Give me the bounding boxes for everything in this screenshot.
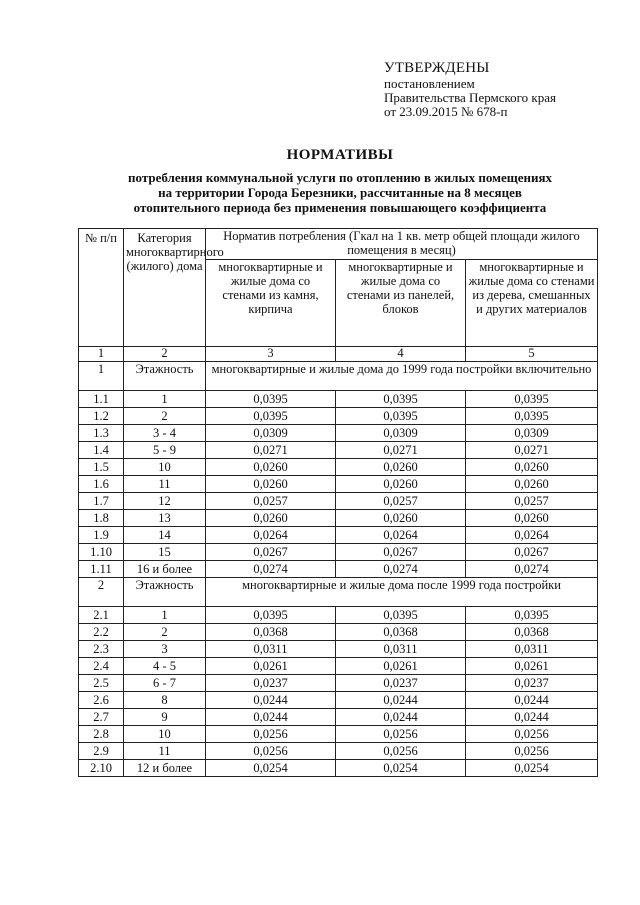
row-category: 12 (124, 493, 206, 510)
row-number: 1.2 (79, 408, 124, 425)
header-category: Категория многоквартирного (жилого) дома (124, 229, 206, 347)
value-stone-brick: 0,0237 (206, 675, 336, 692)
table-row (79, 527, 598, 544)
value-stone-brick: 0,0260 (206, 459, 336, 476)
table-row (79, 675, 598, 692)
header-norm: Норматив потребления (Гкал на 1 кв. метр общей площади жилого помещения в месяц) (206, 229, 598, 260)
section-number: 1 (79, 362, 124, 391)
value-stone-brick: 0,0395 (206, 607, 336, 624)
row-number: 2.9 (79, 743, 124, 760)
table-row (79, 760, 598, 777)
value-panel-block: 0,0395 (336, 408, 466, 425)
row-category: 10 (124, 726, 206, 743)
table-row (79, 493, 598, 510)
value-stone-brick: 0,0260 (206, 476, 336, 493)
table-row (79, 425, 598, 442)
table-row (79, 607, 598, 624)
document-title-block (60, 146, 620, 215)
value-panel-block: 0,0260 (336, 476, 466, 493)
value-wood-mixed: 0,0395 (466, 391, 598, 408)
document-subtitle (60, 170, 620, 215)
row-category: 13 (124, 510, 206, 527)
header-panel-block: многоквартирные и жилые дома со стенами из панелей, блоков (336, 260, 466, 347)
approval-stamp (384, 60, 556, 119)
value-stone-brick: 0,0244 (206, 692, 336, 709)
approval-line: Правительства Пермского края (384, 90, 556, 105)
value-panel-block: 0,0260 (336, 459, 466, 476)
value-stone-brick: 0,0261 (206, 658, 336, 675)
row-category: 14 (124, 527, 206, 544)
value-wood-mixed: 0,0368 (466, 624, 598, 641)
table-row (79, 459, 598, 476)
row-category: 5 - 9 (124, 442, 206, 459)
row-number: 1.5 (79, 459, 124, 476)
value-wood-mixed: 0,0256 (466, 743, 598, 760)
table-row (79, 624, 598, 641)
row-category: 8 (124, 692, 206, 709)
value-stone-brick: 0,0257 (206, 493, 336, 510)
row-number: 1.10 (79, 544, 124, 561)
value-stone-brick: 0,0395 (206, 408, 336, 425)
table-row (79, 709, 598, 726)
table-row (79, 544, 598, 561)
table-header-row (79, 229, 598, 260)
value-stone-brick: 0,0368 (206, 624, 336, 641)
value-panel-block: 0,0309 (336, 425, 466, 442)
value-stone-brick: 0,0244 (206, 709, 336, 726)
table-row (79, 641, 598, 658)
row-category: 3 (124, 641, 206, 658)
table-row (79, 561, 598, 578)
approval-date: от 23.09.2015 № 678-п (384, 104, 508, 119)
table-row (79, 391, 598, 408)
row-number: 1.3 (79, 425, 124, 442)
row-number: 2.3 (79, 641, 124, 658)
table-row (79, 442, 598, 459)
row-number: 2.2 (79, 624, 124, 641)
section-row (79, 362, 598, 391)
row-category: 2 (124, 408, 206, 425)
value-panel-block: 0,0256 (336, 726, 466, 743)
value-panel-block: 0,0244 (336, 692, 466, 709)
value-panel-block: 0,0395 (336, 391, 466, 408)
row-number: 2.1 (79, 607, 124, 624)
value-stone-brick: 0,0260 (206, 510, 336, 527)
row-number: 1.8 (79, 510, 124, 527)
column-number: 1 (79, 347, 124, 362)
column-number: 4 (336, 347, 466, 362)
value-panel-block: 0,0274 (336, 561, 466, 578)
value-stone-brick: 0,0309 (206, 425, 336, 442)
row-number: 1.1 (79, 391, 124, 408)
value-panel-block: 0,0271 (336, 442, 466, 459)
value-stone-brick: 0,0264 (206, 527, 336, 544)
row-category: 1 (124, 391, 206, 408)
section-title: многоквартирные и жилые дома до 1999 года постройки включительно (206, 362, 598, 391)
row-number: 2.4 (79, 658, 124, 675)
value-panel-block: 0,0261 (336, 658, 466, 675)
row-category: 2 (124, 624, 206, 641)
row-category: 16 и более (124, 561, 206, 578)
row-number: 2.8 (79, 726, 124, 743)
section-title: многоквартирные и жилые дома после 1999 года постройки (206, 578, 598, 607)
value-panel-block: 0,0267 (336, 544, 466, 561)
value-wood-mixed: 0,0271 (466, 442, 598, 459)
approval-title: УТВЕРЖДЕНЫ (384, 60, 490, 76)
value-wood-mixed: 0,0257 (466, 493, 598, 510)
value-stone-brick: 0,0267 (206, 544, 336, 561)
value-stone-brick: 0,0311 (206, 641, 336, 658)
value-stone-brick: 0,0256 (206, 743, 336, 760)
document-title: НОРМАТИВЫ (286, 147, 394, 163)
section-label: Этажность (124, 578, 206, 607)
value-wood-mixed: 0,0254 (466, 760, 598, 777)
value-stone-brick: 0,0256 (206, 726, 336, 743)
value-wood-mixed: 0,0395 (466, 408, 598, 425)
row-category: 15 (124, 544, 206, 561)
value-wood-mixed: 0,0244 (466, 692, 598, 709)
row-number: 1.7 (79, 493, 124, 510)
value-wood-mixed: 0,0260 (466, 459, 598, 476)
value-panel-block: 0,0395 (336, 607, 466, 624)
value-wood-mixed: 0,0395 (466, 607, 598, 624)
row-category: 1 (124, 607, 206, 624)
table-row (79, 476, 598, 493)
column-number: 3 (206, 347, 336, 362)
value-panel-block: 0,0264 (336, 527, 466, 544)
row-number: 1.6 (79, 476, 124, 493)
row-category: 12 и более (124, 760, 206, 777)
value-wood-mixed: 0,0264 (466, 527, 598, 544)
value-wood-mixed: 0,0260 (466, 476, 598, 493)
value-stone-brick: 0,0254 (206, 760, 336, 777)
value-panel-block: 0,0254 (336, 760, 466, 777)
section-label: Этажность (124, 362, 206, 391)
table-row (79, 726, 598, 743)
subtitle-line: на территории Города Березники, рассчитанные на 8 месяцев (158, 185, 522, 200)
row-number: 2.5 (79, 675, 124, 692)
column-number: 5 (466, 347, 598, 362)
approval-line: постановлением (384, 76, 475, 91)
row-category: 11 (124, 476, 206, 493)
row-number: 1.11 (79, 561, 124, 578)
row-category: 4 - 5 (124, 658, 206, 675)
value-wood-mixed: 0,0309 (466, 425, 598, 442)
row-category: 11 (124, 743, 206, 760)
row-category: 10 (124, 459, 206, 476)
row-category: 3 - 4 (124, 425, 206, 442)
value-wood-mixed: 0,0311 (466, 641, 598, 658)
value-stone-brick: 0,0271 (206, 442, 336, 459)
value-panel-block: 0,0237 (336, 675, 466, 692)
table-row (79, 692, 598, 709)
value-panel-block: 0,0368 (336, 624, 466, 641)
value-wood-mixed: 0,0260 (466, 510, 598, 527)
row-number: 2.6 (79, 692, 124, 709)
row-number: 1.4 (79, 442, 124, 459)
row-category: 6 - 7 (124, 675, 206, 692)
header-wood-mixed: многоквартирные и жилые дома со стенами из дерева, смешанных и других материалов (466, 260, 598, 347)
row-category: 9 (124, 709, 206, 726)
subtitle-line: потребления коммунальной услуги по отоплению в жилых помещениях (128, 170, 552, 185)
value-panel-block: 0,0257 (336, 493, 466, 510)
row-number: 2.7 (79, 709, 124, 726)
header-stone-brick: многоквартирные и жилые дома со стенами из камня, кирпича (206, 260, 336, 347)
column-number-row (79, 347, 598, 362)
norms-table (78, 228, 598, 777)
section-number: 2 (79, 578, 124, 607)
table-row (79, 743, 598, 760)
value-stone-brick: 0,0274 (206, 561, 336, 578)
value-wood-mixed: 0,0267 (466, 544, 598, 561)
header-num: № п/п (79, 229, 124, 347)
subtitle-line: отопительного периода без применения повышающего коэффициента (133, 200, 547, 215)
value-panel-block: 0,0311 (336, 641, 466, 658)
value-wood-mixed: 0,0261 (466, 658, 598, 675)
value-panel-block: 0,0256 (336, 743, 466, 760)
table-row (79, 408, 598, 425)
value-wood-mixed: 0,0244 (466, 709, 598, 726)
section-row (79, 578, 598, 607)
table-row (79, 510, 598, 527)
row-number: 1.9 (79, 527, 124, 544)
value-wood-mixed: 0,0274 (466, 561, 598, 578)
value-wood-mixed: 0,0237 (466, 675, 598, 692)
value-stone-brick: 0,0395 (206, 391, 336, 408)
column-number: 2 (124, 347, 206, 362)
row-number: 2.10 (79, 760, 124, 777)
table-row (79, 658, 598, 675)
value-panel-block: 0,0244 (336, 709, 466, 726)
value-wood-mixed: 0,0256 (466, 726, 598, 743)
value-panel-block: 0,0260 (336, 510, 466, 527)
